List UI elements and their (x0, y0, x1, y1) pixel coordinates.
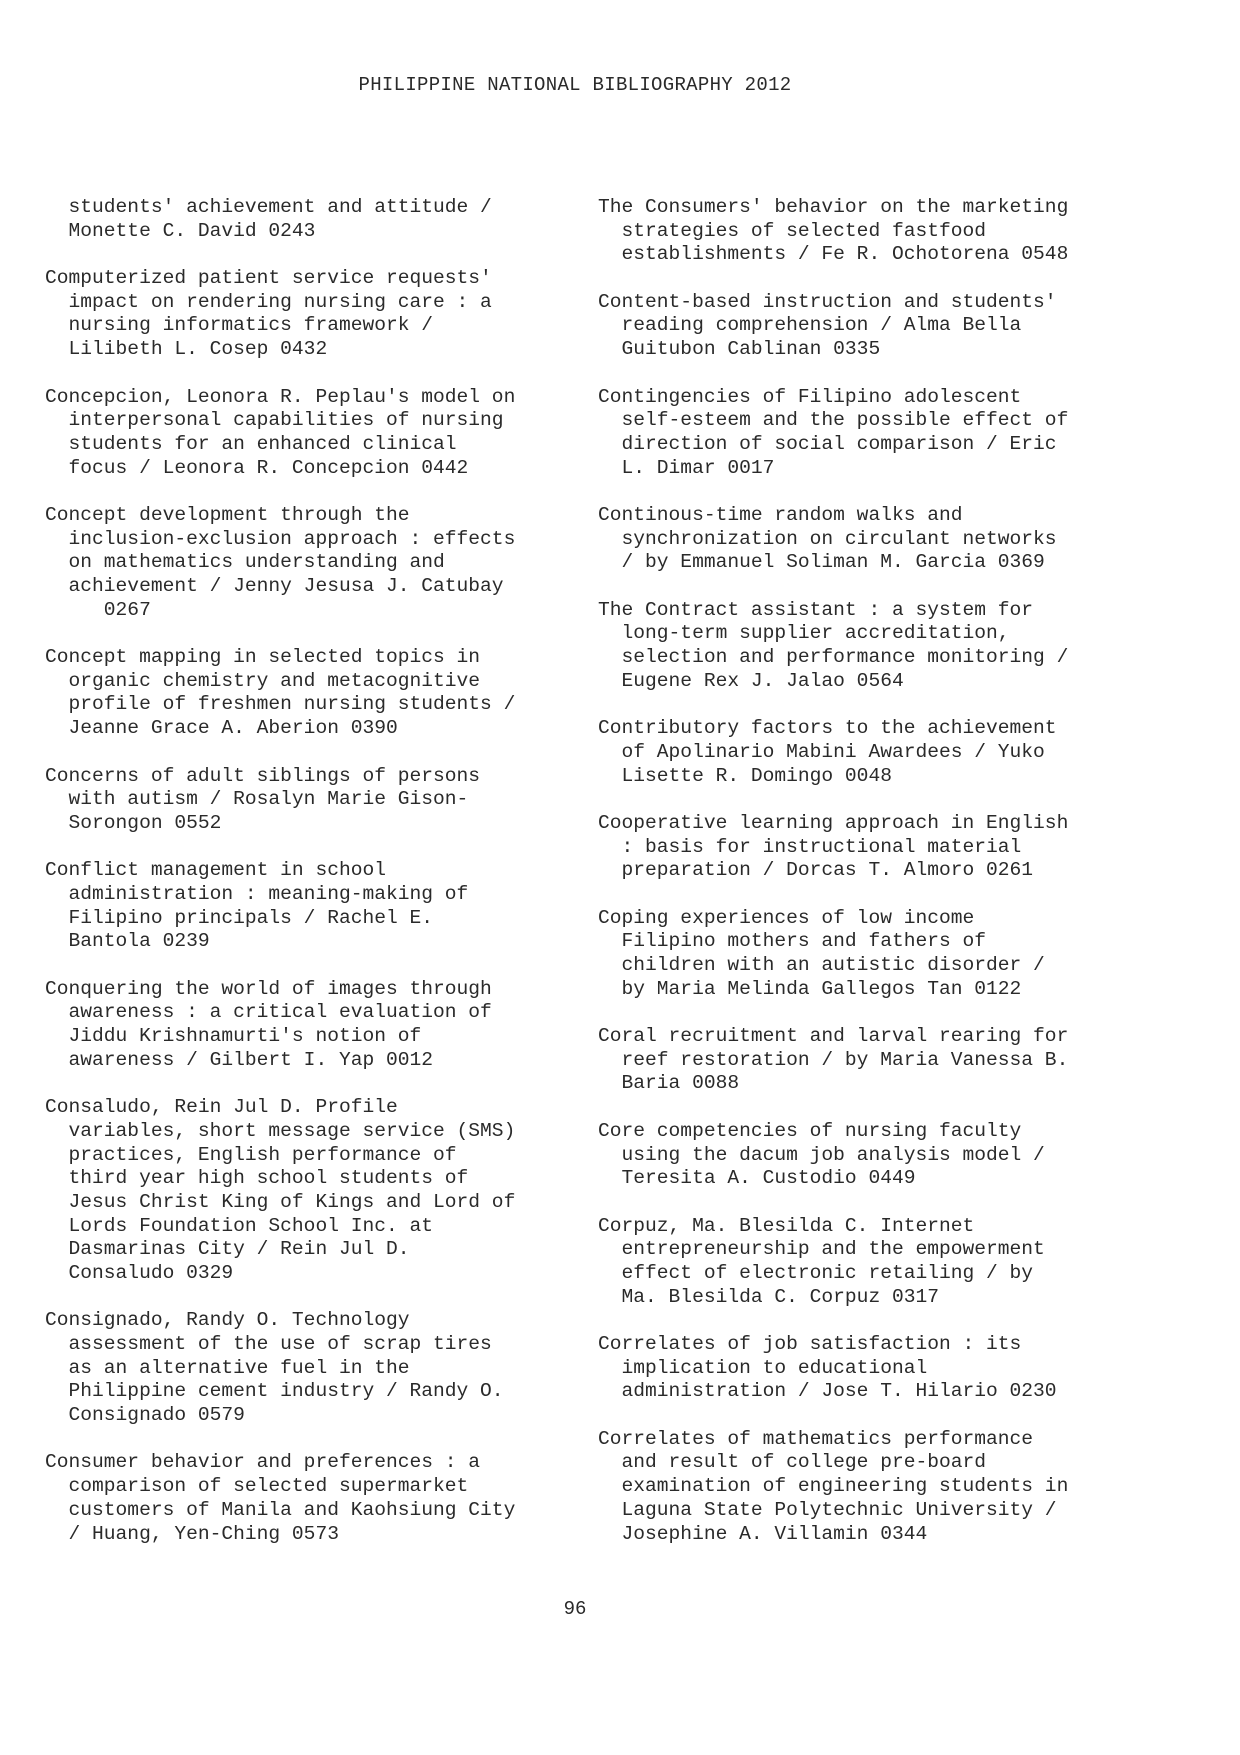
entry-line: reading comprehension / Alma Bella (598, 314, 1022, 337)
entry-gap (45, 480, 575, 504)
entry-line: with autism / Rosalyn Marie Gison- (45, 788, 469, 811)
entry-gap (598, 1001, 1128, 1025)
entry-line: Consaludo 0329 (45, 1261, 234, 1284)
entry-line: Ma. Blesilda C. Corpuz 0317 (598, 1285, 939, 1308)
entry-gap (598, 575, 1128, 599)
entry-line: of Apolinario Mabini Awardees / Yuko (598, 740, 1045, 763)
entry-line: selection and performance monitoring / (598, 646, 1069, 669)
entry-gap (598, 1404, 1128, 1428)
entry-line: Dasmarinas City / Rein Jul D. (45, 1238, 410, 1261)
entry-line: Coral recruitment and larval rearing for (598, 1025, 1069, 1048)
entry-line: Contributory factors to the achievement (598, 717, 1057, 740)
entry-gap (45, 954, 575, 978)
entry-line: nursing informatics framework / (45, 314, 434, 337)
entry-line: Laguna State Polytechnic University / (598, 1498, 1057, 1521)
entry-line: as an alternative fuel in the (45, 1356, 410, 1379)
entry-line: Continous-time random walks and (598, 503, 963, 526)
entry-line: Eugene Rex J. Jalao 0564 (598, 669, 904, 692)
entry-line: : basis for instructional material (598, 835, 1022, 858)
entry-line: preparation / Dorcas T. Almoro 0261 (598, 859, 1034, 882)
entry-gap (598, 362, 1128, 386)
entry-line: Consignado 0579 (45, 1404, 245, 1427)
entry-line: Correlates of mathematics performance (598, 1427, 1034, 1450)
entry-line: students for an enhanced clinical (45, 432, 457, 455)
entry-line: examination of engineering students in (598, 1475, 1069, 1498)
entry-line: Baria 0088 (598, 1072, 740, 1095)
entry-line: focus / Leonora R. Concepcion 0442 (45, 456, 469, 479)
entry-line: Sorongon 0552 (45, 811, 222, 834)
entry-line: Consumer behavior and preferences : a (45, 1451, 481, 1474)
entry-line: Core competencies of nursing faculty (598, 1119, 1022, 1142)
entry-gap (45, 836, 575, 860)
entry-line: awareness / Gilbert I. Yap 0012 (45, 1048, 434, 1071)
entry-line: inclusion-exclusion approach : effects (45, 527, 516, 550)
entry-line: Josephine A. Villamin 0344 (598, 1522, 928, 1545)
entry-line: Concerns of adult siblings of persons (45, 764, 481, 787)
entry-gap (598, 693, 1128, 717)
entry-line: Cooperative learning approach in English (598, 811, 1069, 834)
entry-line: Guitubon Cablinan 0335 (598, 338, 881, 361)
entry-line: Bantola 0239 (45, 930, 210, 953)
entry-line: synchronization on circulant networks (598, 527, 1057, 550)
entry-line: Coping experiences of low income (598, 906, 975, 929)
entry-line: variables, short message service (SMS) (45, 1119, 516, 1142)
entry-line: strategies of selected fastfood (598, 219, 987, 242)
entry-line: Correlates of job satisfaction : its (598, 1333, 1022, 1355)
entry-line: by Maria Melinda Gallegos Tan 0122 (598, 977, 1022, 1000)
entry-gap (598, 1309, 1128, 1333)
entry-line: administration : meaning-making of (45, 882, 469, 905)
entry-line: Consignado, Randy O. Technology (45, 1309, 410, 1332)
entry-line: Lisette R. Domingo 0048 (598, 764, 892, 787)
entry-line: The Consumers' behavior on the marketing (598, 196, 1069, 218)
entry-line: Computerized patient service requests' (45, 267, 492, 290)
entry-gap (45, 622, 575, 646)
entry-line: Lilibeth L. Cosep 0432 (45, 338, 328, 361)
entry-line: students' achievement and attitude / (45, 196, 492, 218)
right-column (598, 196, 1128, 1546)
entry-line: children with an autistic disorder / (598, 954, 1045, 976)
left-column (45, 196, 575, 1546)
entry-line: assessment of the use of scrap tires (45, 1333, 492, 1355)
entry-gap (45, 1072, 575, 1096)
entry-line: comparison of selected supermarket (45, 1475, 469, 1498)
entry-line: Concept development through the (45, 503, 410, 526)
entry-line: customers of Manila and Kaohsiung City (45, 1498, 516, 1521)
entry-line: impact on rendering nursing care : a (45, 290, 492, 313)
entry-line: Conflict management in school (45, 859, 386, 882)
page-number: 96 (563, 1598, 587, 1620)
entry-gap (598, 1191, 1128, 1215)
entry-line: Lords Foundation School Inc. at (45, 1214, 434, 1237)
entry-line: third year high school students of (45, 1167, 469, 1190)
entry-line: Concept mapping in selected topics in (45, 646, 481, 669)
entry-line: establishments / Fe R. Ochotorena 0548 (598, 243, 1069, 266)
entry-line: direction of social comparison / Eric (598, 432, 1057, 455)
entry-line: entrepreneurship and the empowerment (598, 1238, 1045, 1261)
entry-gap (45, 1428, 575, 1452)
entry-line: / by Emmanuel Soliman M. Garcia 0369 (598, 551, 1045, 574)
entry-line: Philippine cement industry / Randy O. (45, 1380, 504, 1403)
entry-gap (598, 1096, 1128, 1120)
entry-line: interpersonal capabilities of nursing (45, 409, 504, 432)
entry-gap (45, 741, 575, 765)
entry-line: effect of electronic retailing / by (598, 1261, 1034, 1284)
entry-line: Contingencies of Filipino adolescent (598, 385, 1022, 408)
entry-line: Jesus Christ King of Kings and Lord of (45, 1190, 516, 1213)
entry-line: profile of freshmen nursing students / (45, 693, 516, 716)
entry-gap (598, 267, 1128, 291)
entry-line: Content-based instruction and students' (598, 290, 1057, 313)
entry-line: The Contract assistant : a system for (598, 598, 1034, 621)
entry-line: Teresita A. Custodio 0449 (598, 1167, 916, 1190)
entry-line: Concepcion, Leonora R. Peplau's model on (45, 385, 516, 408)
entry-line: reef restoration / by Maria Vanessa B. (598, 1048, 1069, 1071)
entry-line: implication to educational (598, 1356, 928, 1379)
entry-line: on mathematics understanding and (45, 551, 445, 574)
entry-gap (45, 362, 575, 386)
entry-gap (45, 1286, 575, 1310)
entry-line: long-term supplier accreditation, (598, 622, 1010, 645)
entry-line: and result of college pre-board (598, 1451, 987, 1474)
entry-line: Filipino principals / Rachel E. (45, 906, 434, 929)
entry-line: Filipino mothers and fathers of (598, 930, 987, 953)
entry-line: Corpuz, Ma. Blesilda C. Internet (598, 1214, 975, 1237)
entry-line: Monette C. David 0243 (45, 219, 316, 242)
entry-line: organic chemistry and metacognitive (45, 669, 481, 692)
page-header: PHILIPPINE NATIONAL BIBLIOGRAPHY 2012 (358, 74, 792, 96)
entry-line: Conquering the world of images through (45, 977, 492, 1000)
entry-gap (598, 883, 1128, 907)
entry-line: achievement / Jenny Jesusa J. Catubay (45, 575, 504, 597)
entry-line: self-esteem and the possible effect of (598, 409, 1069, 432)
entry-gap (598, 788, 1128, 812)
entry-line: Consaludo, Rein Jul D. Profile (45, 1096, 398, 1119)
entry-line: L. Dimar 0017 (598, 456, 775, 479)
entry-gap (45, 243, 575, 267)
entry-line: Jeanne Grace A. Aberion 0390 (45, 717, 398, 740)
entry-line: Jiddu Krishnamurti's notion of (45, 1025, 422, 1048)
entry-line: / Huang, Yen-Ching 0573 (45, 1522, 339, 1545)
entry-line: administration / Jose T. Hilario 0230 (598, 1380, 1057, 1403)
entry-gap (598, 480, 1128, 504)
entry-line: practices, English performance of (45, 1143, 457, 1166)
entry-line: awareness : a critical evaluation of (45, 1001, 492, 1024)
entry-line: using the dacum job analysis model / (598, 1143, 1045, 1166)
entry-line: 0267 (45, 598, 151, 621)
